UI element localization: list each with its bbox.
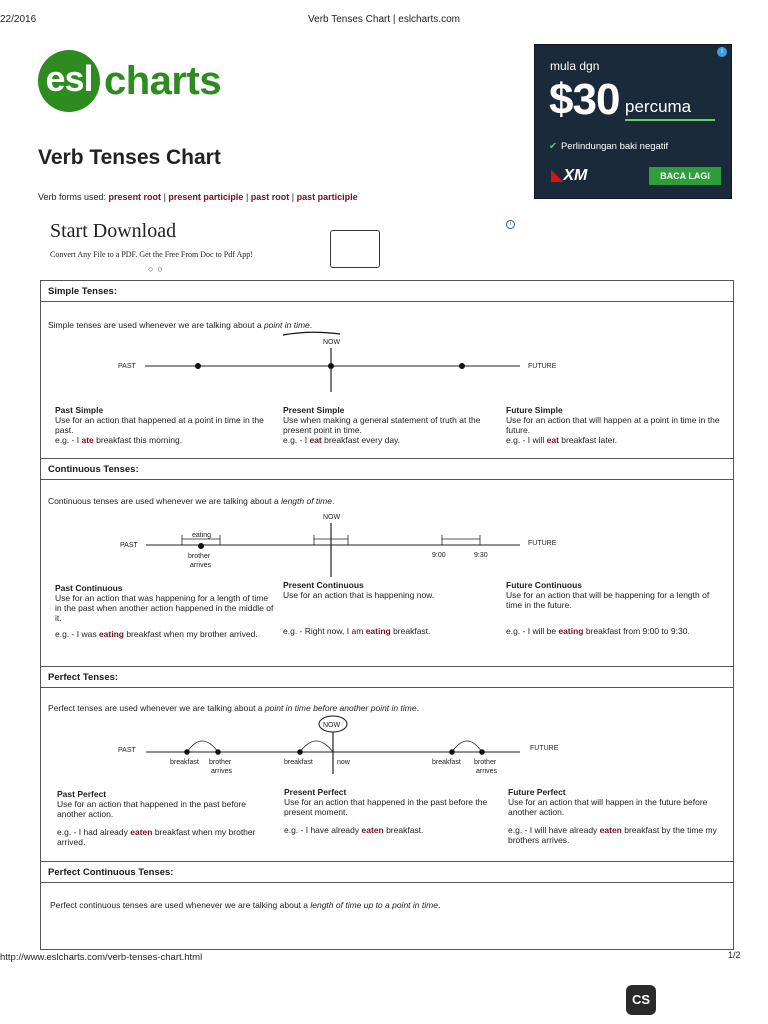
brother-arrives-point	[198, 543, 204, 549]
past-simple: Past Simple Use for an action that happened at a point in time in the past. e.g. - I ate breakfast this morning.	[55, 405, 264, 445]
logo-word: charts	[104, 58, 222, 103]
label-future: FUTURE	[530, 745, 559, 752]
present-perfect: Present Perfect Use for an action that happened in the past before the present moment. e.g. - I have already eaten breakfast.	[284, 787, 488, 835]
label-now: NOW	[323, 339, 341, 346]
present-point	[328, 363, 334, 369]
xm-mark-icon: ◣	[551, 167, 564, 184]
label-past: PAST	[118, 747, 136, 754]
perfect-continuous-intro: Perfect continuous tenses are used whenever we are talking about a length of time up to a point in time.	[50, 900, 441, 910]
simple-intro-emphasis: point in time	[263, 320, 310, 330]
ad-underline	[625, 119, 715, 121]
label-brother-future: brother	[474, 759, 497, 766]
ad-bullet: ✔ Perlindungan baki negatif	[549, 141, 669, 152]
simple-intro: Simple tenses are used whenever we are talking about a point in time.	[48, 320, 313, 330]
verb-form-past-participle: past participle	[296, 192, 358, 202]
future-perfect: Future Perfect Use for an action that will happen in the future before another action. e.g. - I will have already eaten breakfast by the time my brothers arrives.	[508, 787, 717, 845]
print-page-title: Verb Tenses Chart | eslcharts.com	[308, 14, 460, 25]
label-arrives-past: arrives	[211, 768, 233, 775]
info-icon[interactable]: i	[506, 220, 515, 229]
continuous-intro: Continuous tenses are used whenever we are talking about a length of time.	[48, 496, 335, 506]
past-continuous: Past Continuous Use for an action that was happening for a length of time in the past when another action happened in the middle of it. e.g. - I was eating breakfast when my brother arrived.	[55, 583, 274, 639]
handwritten-underline	[283, 332, 340, 335]
present-continuous: Present Continuous Use for an action that is happening now. e.g. - Right now, I am eating breakfast.	[283, 580, 435, 636]
simple-tenses-heading: Simple Tenses:	[40, 280, 734, 302]
print-date: 22/2016	[0, 14, 37, 25]
label-900: 9:00	[432, 552, 446, 559]
check-icon: ✔	[549, 141, 557, 152]
verb-form-past-root: past root	[250, 192, 290, 202]
camscanner-badge: CS	[626, 985, 656, 1015]
future-continuous: Future Continuous Use for an action that will be happening for a length of time in the future. e.g. - I will be eating breakfast from 9:00 to 9:30.	[506, 580, 710, 636]
advertisement[interactable]	[534, 44, 732, 199]
label-breakfast-future: breakfast	[432, 759, 461, 766]
adchoices-icon[interactable]: i	[717, 47, 727, 57]
eslcharts-logo[interactable]	[38, 50, 221, 112]
present-simple: Present Simple Use when making a general statement of truth at the present point in time. e.g. - I eat breakfast every day.	[283, 405, 481, 445]
label-past: PAST	[118, 363, 136, 370]
ad-brand-logo: ◣XM	[551, 167, 588, 184]
perfect-intro-emphasis: point in time before another point in time	[264, 703, 417, 713]
ad-cta-button[interactable]: BACA LAGI	[649, 167, 721, 185]
label-future: FUTURE	[528, 540, 557, 547]
future-point	[459, 363, 465, 369]
continuous-tenses-heading: Continuous Tenses:	[40, 458, 734, 480]
carousel-dots[interactable]: ○○	[148, 264, 167, 274]
perfect-intro: Perfect tenses are used whenever we are talking about a point in time before another point in time.	[48, 703, 419, 713]
perfect-tenses-heading: Perfect Tenses:	[40, 666, 734, 688]
label-eating: eating	[192, 532, 212, 539]
label-future: FUTURE	[528, 363, 557, 370]
page-title: Verb Tenses Chart	[38, 146, 221, 169]
label-brother: brother	[188, 553, 211, 560]
ad-price: $30	[549, 75, 620, 124]
verb-form-present-root: present root	[108, 192, 162, 202]
start-download-link[interactable]: Start Download	[50, 220, 177, 242]
past-point	[195, 363, 201, 369]
label-breakfast-past: breakfast	[170, 759, 199, 766]
label-brother-past: brother	[209, 759, 232, 766]
download-button-box[interactable]	[330, 230, 380, 268]
start-download-subtitle: Convert Any File to a PDF. Get the Free From Doc to Pdf App!	[50, 250, 253, 259]
logo-circle: esl	[38, 50, 100, 112]
continuous-timeline	[0, 505, 768, 580]
past-perfect: Past Perfect Use for an action that happened in the past before another action. e.g. - I had already eaten breakfast when my brother arrived.	[57, 789, 256, 847]
future-simple: Future Simple Use for an action that will happen at a point in time in the future. e.g. - I will eat breakfast later.	[506, 405, 720, 445]
verb-forms-line: Verb forms used: present root | present participle | past root | past participle	[38, 192, 358, 202]
label-now: NOW	[323, 514, 341, 521]
footer-url: http://www.eslcharts.com/verb-tenses-chart.html	[0, 952, 203, 963]
ad-line1: mula dgn	[550, 59, 600, 73]
label-breakfast-present: breakfast	[284, 759, 313, 766]
perfect-timeline	[0, 712, 768, 782]
simple-timeline	[0, 330, 768, 400]
label-now-lower: now	[337, 759, 350, 766]
continuous-intro-emphasis: length of time	[280, 496, 332, 506]
footer-page-number: 1/2	[728, 950, 741, 960]
label-now: NOW	[323, 722, 341, 729]
label-930: 9:30	[474, 552, 488, 559]
perfect-continuous-intro-emphasis: length of time up to a point in time	[310, 900, 438, 910]
label-arrives-future: arrives	[476, 768, 498, 775]
label-arrives: arrives	[190, 562, 212, 569]
label-past: PAST	[120, 542, 138, 549]
verb-form-present-participle: present participle	[168, 192, 244, 202]
perfect-continuous-heading: Perfect Continuous Tenses:	[40, 861, 734, 883]
ad-percuma: percuma	[625, 97, 692, 116]
verb-forms-prefix: Verb forms used:	[38, 192, 109, 202]
